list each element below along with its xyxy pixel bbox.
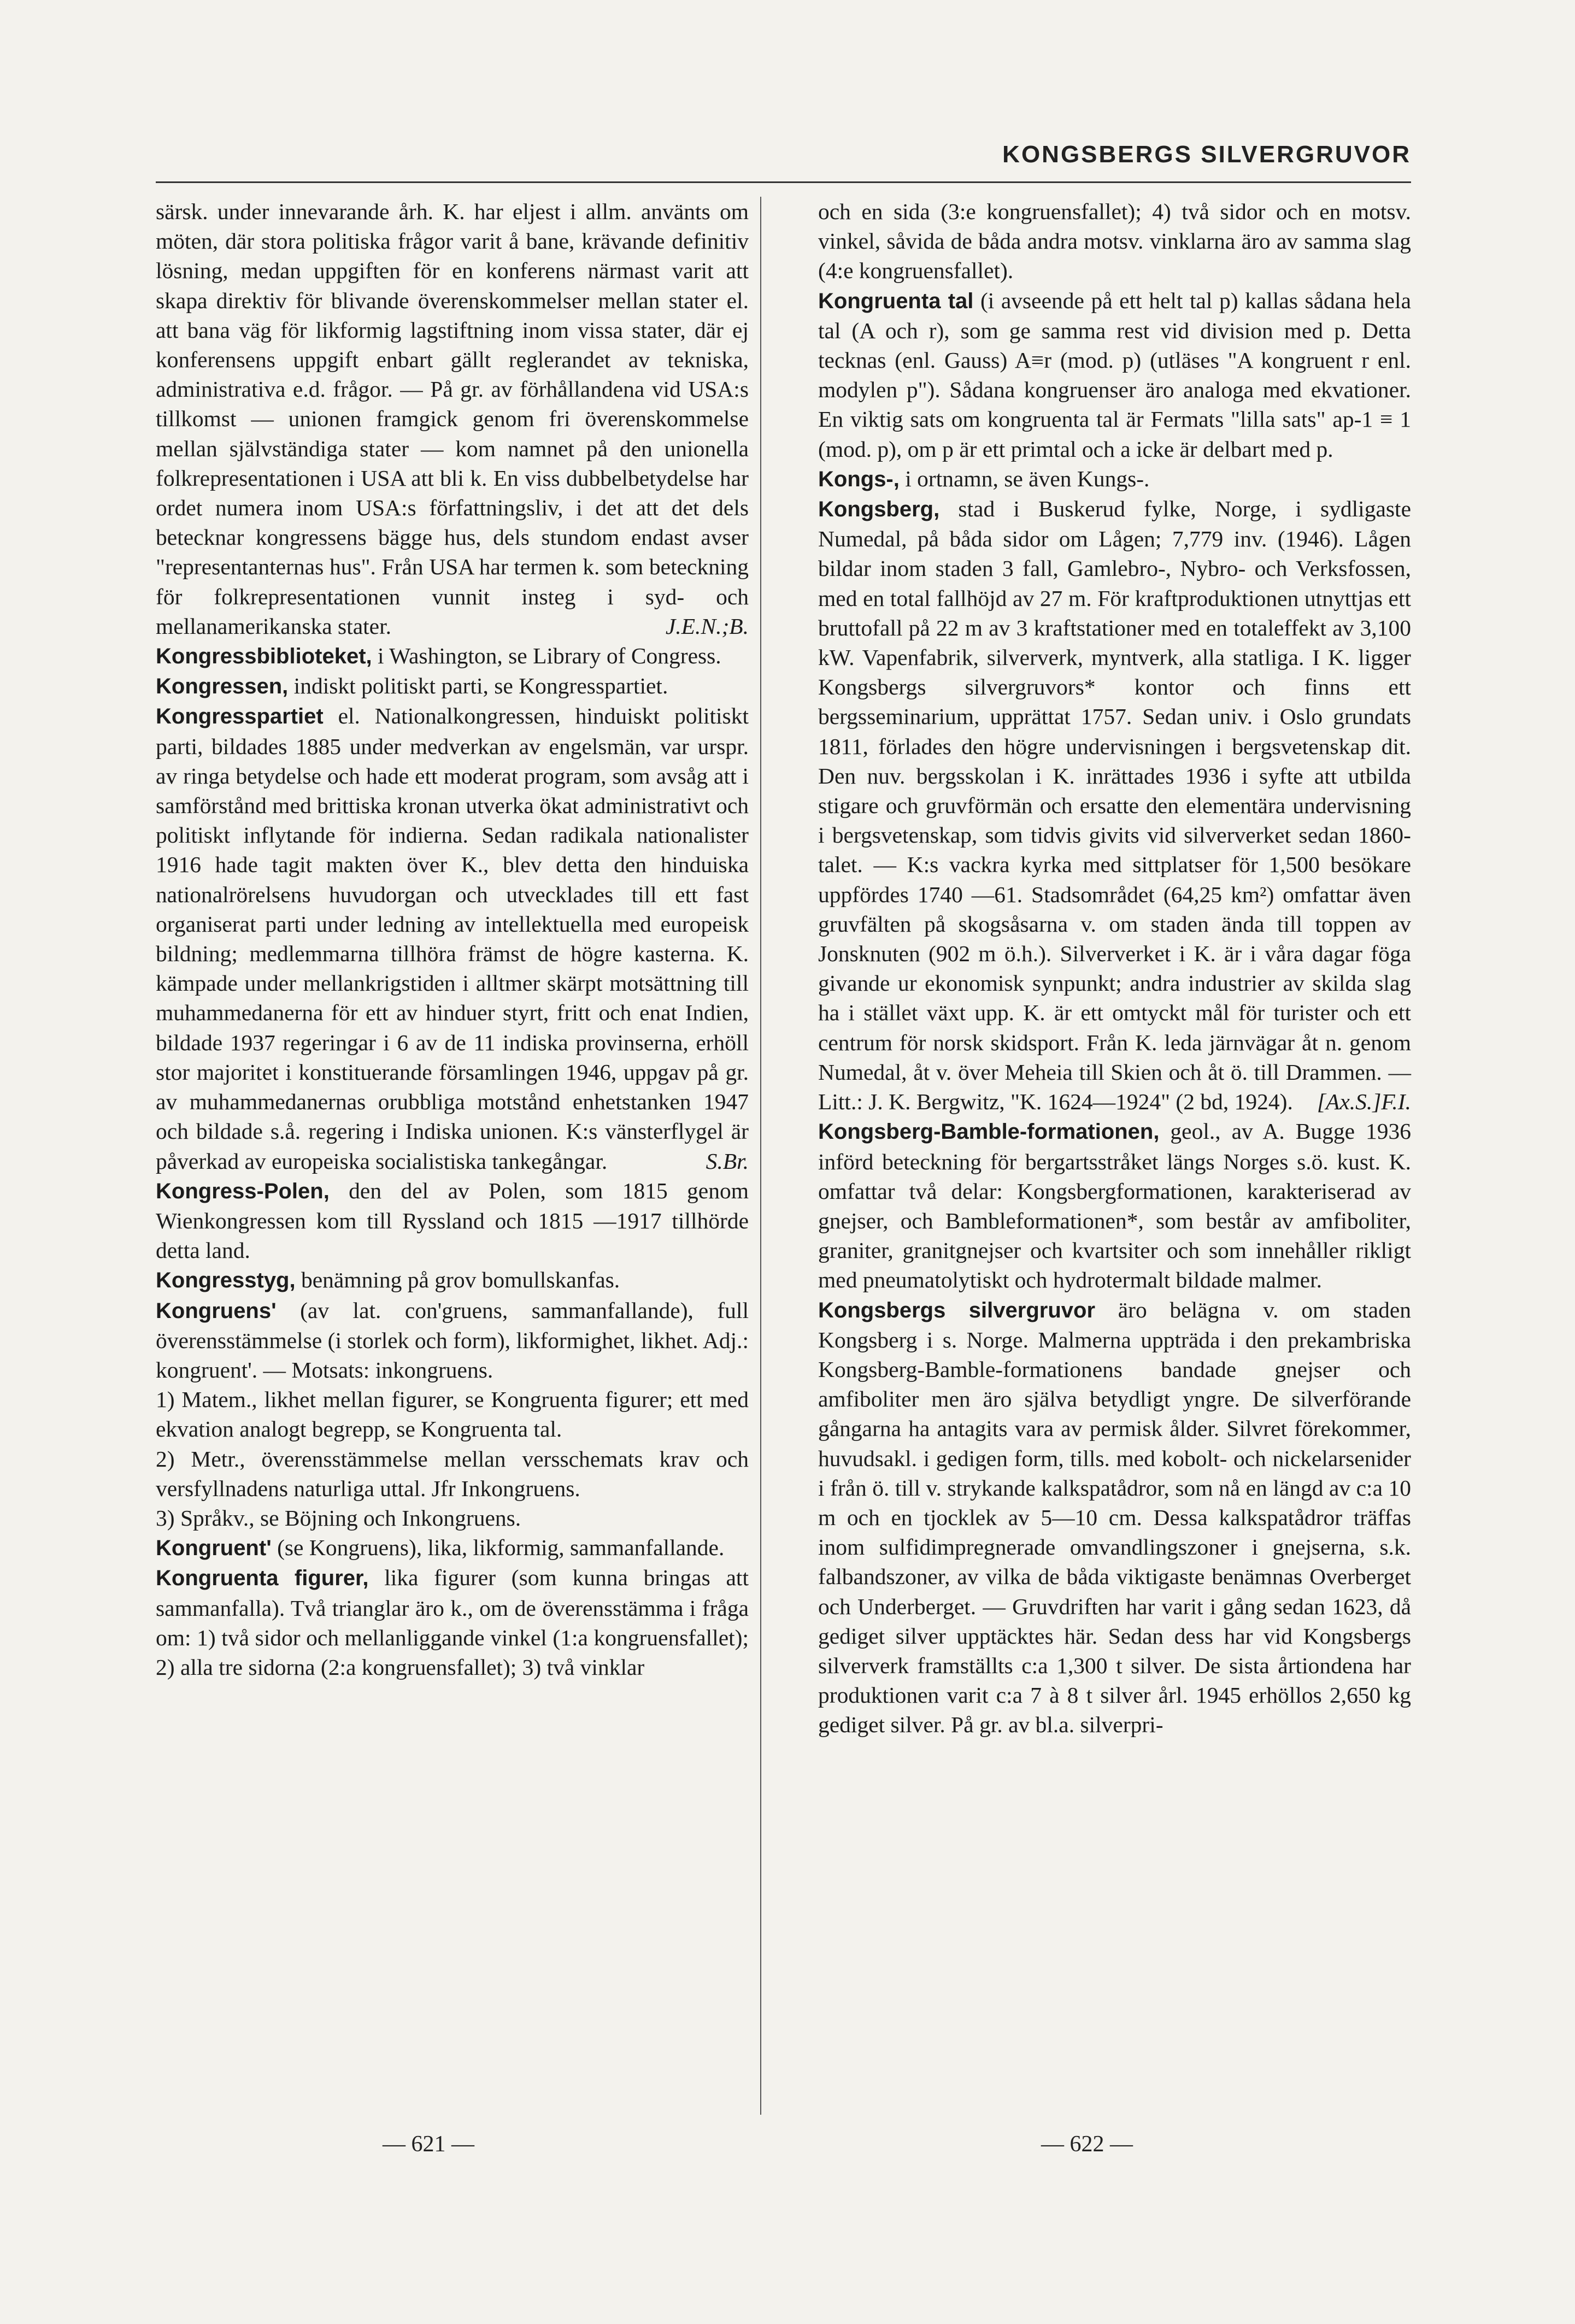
entry-text: särsk. under innevarande årh. K. har eljest i allm. använts om möten, där stora politiska frågor varit å bane, krävande definitiv lösning, medan uppgiften för en konferens närmast varit att skapa direktiv för blivande överenskommelser mellan stater el. att bana väg för likformig lagstiftning inom vissa stater, där ej konferensens uppgift enbart gällt reglerandet av tekniska, administrativa e.d. frågor. — På gr. av förhållandena vid USA:s tillkomst — unionen framgick genom fri överenskommelse mellan självständiga stater — kom namnet på den unionella folkrepresentationen i USA att bli k. En viss dubbelbetydelse har ordet numera inom USA:s författningsliv, i det att det dels betecknar kongressens bägge hus, dels stundom endast avser "representanternas hus". Från USA har termen k. som beteckning för folkrepresentationen vunnit insteg i syd- och mellanamerikanska stater. bbox=[156, 199, 749, 639]
entry-headword: Kongressbiblioteket, bbox=[156, 644, 372, 669]
entry-text: lika figurer (som kunna bringas att sammanfalla). Två trianglar äro k., om de överensstämma i fråga om: 1) två sidor och mellanliggande vinkel (1:a kongruensfallet); 2) alla tre sidorna (2:a kongruensfallet); 3) två vinklar bbox=[156, 1565, 749, 1680]
article-entry bbox=[818, 464, 1411, 494]
entry-headword: Kongruenta tal bbox=[818, 289, 974, 313]
right-column bbox=[818, 197, 1411, 1740]
author-signature: [Ax.S.]F.I. bbox=[1317, 1089, 1411, 1115]
article-entry bbox=[156, 641, 749, 671]
entry-headword: Kongresstyg, bbox=[156, 1268, 296, 1293]
author-signature: J.E.N.;B. bbox=[665, 613, 749, 639]
entry-text: geol., av A. Bugge 1936 införd beteckning för bergartsstråket längs Norges s.ö. kust. K. omfattar två delar: Kongsbergformationen, karakteriserad av gnejser, och Bambleformationen*, som består av amfiboliter, graniter, granitgnejser och kvartsiter och som innehåller rikligt med pneumatolytiskt och hydrotermalt bildade malmer. bbox=[818, 1119, 1411, 1293]
article-entry bbox=[156, 1265, 749, 1295]
article-entry bbox=[156, 1563, 749, 1682]
entry-text: stad i Buskerud fylke, Norge, i sydligaste Numedal, på båda sidor om Lågen; 7,779 inv. (1946). Lågen bildar inom staden 3 fall, Gamlebro-, Nybro- och Verksfossen, med en total fallhöjd av 27 m. För kraftproduktionen utnyttjas ett bruttofall på 22 m av 3 kraftstationer med en totaleffekt av 3,100 kW. Vapenfabrik, silververk, myntverk, alla statliga. I K. ligger Kongsbergs silvergruvors* kontor och finns ett bergsseminarium, upprättat 1757. Sedan univ. i Oslo grundats 1811, förlades den högre undervisningen i bergsvetenskap dit. Den nuv. bergsskolan i K. inrättades 1936 i syfte att utbilda stigare och gruvförmän och ersatte den elementära undervisning i bergsvetenskap, som tidvis givits vid silververket sedan 1860-talet. — K:s vackra kyrka med sittplatser för 1,500 besökare uppfördes 1740 —61. Stadsområdet (64,25 km²) omfattar även gruvfälten på skogsåsarna v. om staden ända till toppen av Jonsknuten (902 m ö.h.). Silververket i K. är i våra dagar föga givande ur ekonomisk synpunkt; andra industrier av skilda slag ha i stället växt upp. K. är ett omtyckt mål för turister och ett centrum för norsk skidsport. Från K. leda järnvägar åt n. genom Numedal, åt v. över Meheia till Skien och åt ö. till Drammen. — Litt.: J. K. Bergwitz, "K. 1624—1924" (2 bd, 1924). bbox=[818, 496, 1411, 1115]
author-signature: S.Br. bbox=[706, 1148, 749, 1174]
article-entry bbox=[818, 1116, 1411, 1295]
entry-headword: Kongruens' bbox=[156, 1298, 277, 1323]
entry-text: den del av Polen, som 1815 genom Wienkongressen kom till Ryssland och 1815 —1917 tillhörde detta land. bbox=[156, 1178, 749, 1263]
entry-headword: Kongruent' bbox=[156, 1536, 272, 1561]
page-number-left: — 621 — bbox=[383, 2132, 474, 2157]
article-entry bbox=[818, 286, 1411, 464]
column-divider bbox=[760, 197, 761, 2115]
entry-text: el. Nationalkongressen, hinduiskt politiskt parti, bildades 1885 under medverkan av engelsmän, var urspr. av ringa betydelse och hade ett moderat program, som avsåg att i samförstånd med brittiska kronan utverka ökat administrativt och politiskt inflytande för indierna. Sedan radikala nationalister 1916 hade tagit makten över K., blev detta den hinduiska nationalrörelsens huvudorgan och utvecklades till ett fast organiserat parti under ledning av intellektuella med europeisk bildning; medlemmarna tillhöra främst de högre kasterna. K. kämpade under mellankrigstiden i alltmer skärpt motsättning till muhammedanerna för ett av hinduer styrt, fritt och enat Indien, bildade 1937 regeringar i 6 av de 11 indiska provinserna, erhöll stor majoritet i konstituerande församlingen 1946, uppgav på gr. av muhammedanernas orubbliga motstånd enhetstanken 1947 och bildade s.å. regering i Indiska unionen. K:s vänsterflygel är påverkad av europeiska socialistiska tankegångar. bbox=[156, 703, 749, 1174]
left-column bbox=[156, 197, 749, 1682]
article-entry bbox=[156, 1444, 749, 1503]
article-entry bbox=[818, 197, 1411, 286]
entry-text: i ortnamn, se även Kungs-. bbox=[899, 466, 1150, 491]
entry-headword: Kongsberg-Bamble-formationen, bbox=[818, 1120, 1160, 1144]
entry-text: i Washington, se Library of Congress. bbox=[372, 643, 721, 669]
entry-text: benämning på grov bomullskanfas. bbox=[295, 1267, 620, 1293]
article-entry bbox=[156, 671, 749, 701]
page-number-right: — 622 — bbox=[1041, 2132, 1133, 2157]
entry-text: (se Kongruens), lika, likformig, sammanfallande. bbox=[271, 1535, 725, 1561]
article-entry bbox=[818, 1295, 1411, 1740]
entry-text: (i avseende på ett helt tal p) kallas sådana hela tal (A och r), som ge samma rest vid division med p. Detta tecknas (enl. Gauss) A≡r (mod. p) (utläses "A kongruent r enl. modylen p"). Sådana kongruenser äro analoga med ekvationer. En viktig sats om kongruenta tal är Fermats "lilla sats" ap-1 ≡ 1 (mod. p), om p är ett primtal och a icke är delbart med p. bbox=[818, 287, 1412, 462]
article-entry bbox=[818, 494, 1411, 1116]
article-entry bbox=[156, 1176, 749, 1266]
header-rule bbox=[156, 181, 1411, 183]
entry-text: (av lat. con'gruens, sammanfallande), full överensstämmelse (i storlek och form), likformighet, likhet. Adj.: kongruent'. — Motsats: inkongruens. bbox=[156, 1297, 749, 1382]
article-entry bbox=[156, 1503, 749, 1533]
entry-text: 2) Metr., överensstämmelse mellan versschemats krav och versfyllnadens naturliga uttal. Jfr Inkongruens. bbox=[156, 1446, 749, 1501]
entry-text: och en sida (3:e kongruensfallet); 4) två sidor och en motsv. vinkel, såvida de båda andra motsv. vinklarna äro av samma slag (4:e kongruensfallet). bbox=[818, 199, 1411, 284]
entry-headword: Kongsberg, bbox=[818, 497, 940, 522]
entry-headword: Kongruenta figurer, bbox=[156, 1566, 369, 1591]
running-head: KONGSBERGS SILVERGRUVOR bbox=[1002, 141, 1411, 168]
entry-text: 3) Språkv., se Böjning och Inkongruens. bbox=[156, 1505, 521, 1531]
entry-text: indiskt politiskt parti, se Kongresspartiet. bbox=[288, 673, 668, 699]
article-entry bbox=[156, 1385, 749, 1444]
article-entry bbox=[156, 197, 749, 641]
article-entry bbox=[156, 1296, 749, 1385]
entry-headword: Kongsbergs silvergruvor bbox=[818, 1298, 1096, 1322]
entry-headword: Kongress-Polen, bbox=[156, 1179, 330, 1203]
article-entry bbox=[156, 701, 749, 1175]
entry-text: äro belägna v. om staden Kongsberg i s. Norge. Malmerna uppträda i den prekambriska Kongsberg-Bamble-formationens bandade gnejser och amfiboliter men äro själva betydligt yngre. De silverförande gångarna ha antagits vara av permisk ålder. Silvret förekommer, huvudsakl. i gedigen form, tills. med kobolt- och nickelarsenider i från ö. till v. strykande kalkspatådror, som nå en längd av c:a 10 m och en tjocklek av 5—10 cm. Dessa kalkspatådror träffas inom sulfidimpregnerade omvandlingszoner i gnejserna, s.k. falbandszoner, av vilka de båda viktigaste benämnas Overberget och Underberget. — Gruvdriften har varit i gång sedan 1623, då gediget silver upptäcktes här. Sedan dess har vid Kongsbergs silververk framställts c:a 1,300 t silver. De sista årtiondena har produktionen varit c:a 7 à 8 t silver årl. 1945 erhöllos 2,650 kg gediget silver. På gr. av bl.a. silverpri- bbox=[818, 1297, 1412, 1738]
entry-headword: Kongressen, bbox=[156, 674, 289, 699]
entry-headword: Kongresspartiet bbox=[156, 704, 324, 729]
article-entry bbox=[156, 1533, 749, 1563]
entry-text: 1) Matem., likhet mellan figurer, se Kongruenta figurer; ett med ekvation analogt begrepp, se Kongruenta tal. bbox=[156, 1387, 749, 1442]
entry-headword: Kongs-, bbox=[818, 467, 900, 491]
